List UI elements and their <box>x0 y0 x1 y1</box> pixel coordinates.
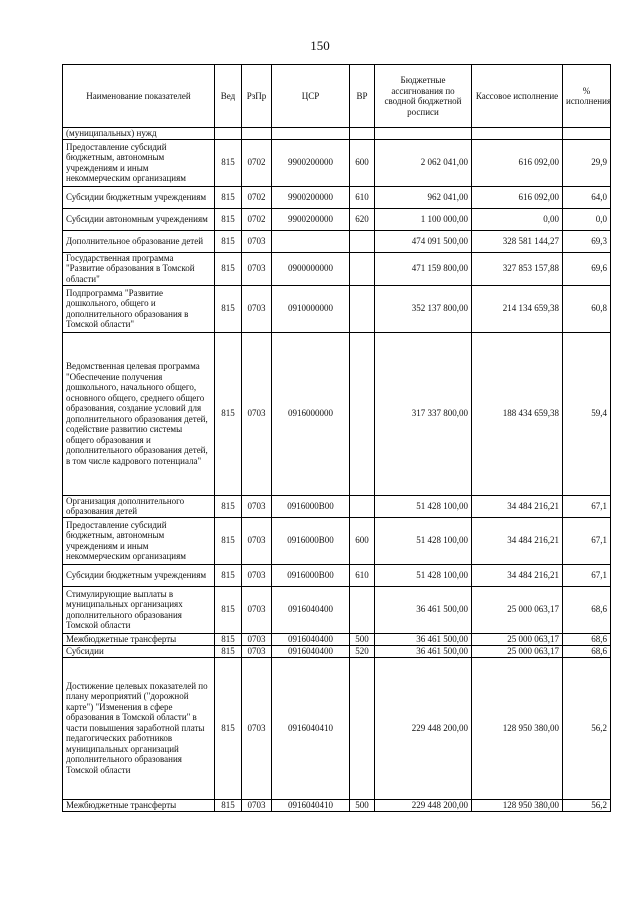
cell-name: Субсидии автономным учреждениям <box>63 208 215 230</box>
cell-ved: 815 <box>215 517 242 564</box>
page-number: 150 <box>310 38 330 53</box>
cell-rzpr: 0702 <box>242 186 272 208</box>
cell-csr: 9900200000 <box>272 186 350 208</box>
cell-percent: 59,4 <box>563 332 611 495</box>
cell-ved: 815 <box>215 633 242 645</box>
table-header-row <box>63 65 611 128</box>
cell-percent: 67,1 <box>563 495 611 517</box>
cell-ved: 815 <box>215 657 242 799</box>
cell-vr: 610 <box>350 186 375 208</box>
cell-vr <box>350 495 375 517</box>
cell-budget: 51 428 100,00 <box>375 517 472 564</box>
table-row <box>63 230 611 252</box>
cell-ved: 815 <box>215 586 242 633</box>
cell-ved: 815 <box>215 252 242 285</box>
cell-rzpr: 0702 <box>242 139 272 186</box>
table-row <box>63 517 611 564</box>
table-row <box>63 586 611 633</box>
cell-percent: 56,2 <box>563 799 611 811</box>
table-row <box>63 252 611 285</box>
cell-rzpr: 0703 <box>242 517 272 564</box>
cell-ved: 815 <box>215 799 242 811</box>
cell-budget: 2 062 041,00 <box>375 139 472 186</box>
cell-rzpr: 0703 <box>242 586 272 633</box>
cell-percent: 68,6 <box>563 586 611 633</box>
cell-cash: 616 092,00 <box>472 139 563 186</box>
cell-percent: 60,8 <box>563 285 611 332</box>
table-row <box>63 128 611 140</box>
cell-percent: 69,6 <box>563 252 611 285</box>
cell-vr: 500 <box>350 633 375 645</box>
cell-budget: 471 159 800,00 <box>375 252 472 285</box>
cell-name: Стимулирующие выплаты в муниципальных организациях дополнительного образования Томской области <box>63 586 215 633</box>
cell-ved: 815 <box>215 186 242 208</box>
cell-rzpr: 0703 <box>242 495 272 517</box>
cell-vr: 600 <box>350 517 375 564</box>
table-row <box>63 633 611 645</box>
cell-cash: 25 000 063,17 <box>472 586 563 633</box>
cell-ved <box>215 128 242 140</box>
cell-name: Дополнительное образование детей <box>63 230 215 252</box>
cell-ved: 815 <box>215 208 242 230</box>
cell-vr <box>350 332 375 495</box>
cell-cash: 214 134 659,38 <box>472 285 563 332</box>
table-row <box>63 564 611 586</box>
cell-name: Субсидии бюджетным учреждениям <box>63 564 215 586</box>
cell-cash: 25 000 063,17 <box>472 645 563 657</box>
table-row <box>63 208 611 230</box>
cell-csr: 9900200000 <box>272 208 350 230</box>
cell-name: (муниципальных) нужд <box>63 128 215 140</box>
cell-vr <box>350 252 375 285</box>
cell-ved: 815 <box>215 495 242 517</box>
cell-budget: 474 091 500,00 <box>375 230 472 252</box>
cell-budget: 51 428 100,00 <box>375 495 472 517</box>
cell-name: Субсидии бюджетным учреждениям <box>63 186 215 208</box>
cell-csr: 0916040400 <box>272 645 350 657</box>
cell-rzpr: 0703 <box>242 799 272 811</box>
cell-percent: 69,3 <box>563 230 611 252</box>
table-row <box>63 332 611 495</box>
header-name: Наименование показателей <box>63 65 215 128</box>
table-row <box>63 799 611 811</box>
cell-vr: 520 <box>350 645 375 657</box>
table-row <box>63 139 611 186</box>
cell-vr <box>350 657 375 799</box>
cell-vr <box>350 230 375 252</box>
cell-vr: 600 <box>350 139 375 186</box>
cell-percent: 67,1 <box>563 517 611 564</box>
cell-percent: 0,0 <box>563 208 611 230</box>
cell-percent: 67,1 <box>563 564 611 586</box>
cell-csr: 0916040400 <box>272 633 350 645</box>
cell-budget <box>375 128 472 140</box>
cell-rzpr: 0703 <box>242 645 272 657</box>
cell-vr <box>350 285 375 332</box>
cell-csr <box>272 128 350 140</box>
cell-csr: 0916040410 <box>272 657 350 799</box>
cell-csr <box>272 230 350 252</box>
table-row <box>63 186 611 208</box>
cell-budget: 962 041,00 <box>375 186 472 208</box>
cell-csr: 0916000000 <box>272 332 350 495</box>
cell-cash: 327 853 157,88 <box>472 252 563 285</box>
cell-csr: 0910000000 <box>272 285 350 332</box>
cell-ved: 815 <box>215 564 242 586</box>
cell-name: Субсидии <box>63 645 215 657</box>
table-row <box>63 657 611 799</box>
cell-vr: 610 <box>350 564 375 586</box>
cell-cash: 616 092,00 <box>472 186 563 208</box>
cell-name: Межбюджетные трансферты <box>63 633 215 645</box>
table-row <box>63 285 611 332</box>
cell-name: Ведомственная целевая программа "Обеспечение получения дошкольного, начального общего, основного общего, среднего общего образования, создание условий для дополнительного образования детей, содействие развитию системы общего образования и дополнительного образования детей, в том числе кадрового потенциала" <box>63 332 215 495</box>
cell-cash: 25 000 063,17 <box>472 633 563 645</box>
cell-cash: 128 950 380,00 <box>472 657 563 799</box>
cell-budget: 352 137 800,00 <box>375 285 472 332</box>
cell-budget: 317 337 800,00 <box>375 332 472 495</box>
cell-name: Государственная программа "Развитие образования в Томской области" <box>63 252 215 285</box>
cell-percent: 56,2 <box>563 657 611 799</box>
cell-cash: 34 484 216,21 <box>472 517 563 564</box>
cell-rzpr: 0703 <box>242 633 272 645</box>
header-vr: ВР <box>350 65 375 128</box>
cell-cash: 328 581 144,27 <box>472 230 563 252</box>
table-row <box>63 495 611 517</box>
cell-rzpr: 0703 <box>242 332 272 495</box>
cell-csr: 0916000В00 <box>272 495 350 517</box>
cell-cash: 188 434 659,38 <box>472 332 563 495</box>
cell-budget: 36 461 500,00 <box>375 633 472 645</box>
cell-percent: 64,0 <box>563 186 611 208</box>
cell-cash: 34 484 216,21 <box>472 495 563 517</box>
cell-budget: 229 448 200,00 <box>375 799 472 811</box>
cell-budget: 1 100 000,00 <box>375 208 472 230</box>
cell-csr: 0916040400 <box>272 586 350 633</box>
header-budget: Бюджетные ассигнования по сводной бюджетной росписи <box>375 65 472 128</box>
cell-cash: 128 950 380,00 <box>472 799 563 811</box>
cell-percent: 68,6 <box>563 645 611 657</box>
header-cash: Кассовое исполнение <box>472 65 563 128</box>
cell-budget: 229 448 200,00 <box>375 657 472 799</box>
cell-name: Предоставление субсидий бюджетным, автономным учреждениям и иным некоммерческим организациям <box>63 139 215 186</box>
header-rzpr: РзПр <box>242 65 272 128</box>
cell-budget: 51 428 100,00 <box>375 564 472 586</box>
cell-csr: 0916040410 <box>272 799 350 811</box>
cell-ved: 815 <box>215 645 242 657</box>
cell-csr: 0900000000 <box>272 252 350 285</box>
cell-percent: 29,9 <box>563 139 611 186</box>
cell-ved: 815 <box>215 285 242 332</box>
cell-name: Подпрограмма "Развитие дошкольного, общего и дополнительного образования в Томской области" <box>63 285 215 332</box>
cell-rzpr: 0703 <box>242 252 272 285</box>
cell-vr <box>350 128 375 140</box>
cell-budget: 36 461 500,00 <box>375 586 472 633</box>
cell-name: Организация дополнительного образования детей <box>63 495 215 517</box>
cell-rzpr: 0703 <box>242 657 272 799</box>
cell-cash: 0,00 <box>472 208 563 230</box>
cell-rzpr: 0703 <box>242 230 272 252</box>
cell-name: Предоставление субсидий бюджетным, автономным учреждениям и иным некоммерческим организациям <box>63 517 215 564</box>
cell-name: Межбюджетные трансферты <box>63 799 215 811</box>
cell-ved: 815 <box>215 139 242 186</box>
cell-csr: 0916000В00 <box>272 517 350 564</box>
cell-name: Достижение целевых показателей по плану мероприятий ("дорожной карте") "Изменения в сфере образования в Томской области" в части повышения заработной платы педагогических работников муниципальных организаций дополнительного образования Томской области <box>63 657 215 799</box>
cell-rzpr: 0703 <box>242 285 272 332</box>
cell-percent <box>563 128 611 140</box>
cell-rzpr: 0703 <box>242 564 272 586</box>
cell-csr: 0916000В00 <box>272 564 350 586</box>
cell-budget: 36 461 500,00 <box>375 645 472 657</box>
cell-ved: 815 <box>215 230 242 252</box>
header-ved: Вед <box>215 65 242 128</box>
header-percent: % исполнения <box>563 65 611 128</box>
header-csr: ЦСР <box>272 65 350 128</box>
cell-percent: 68,6 <box>563 633 611 645</box>
cell-cash: 34 484 216,21 <box>472 564 563 586</box>
table-row <box>63 645 611 657</box>
budget-execution-table <box>62 64 611 812</box>
cell-vr: 500 <box>350 799 375 811</box>
cell-cash <box>472 128 563 140</box>
cell-rzpr: 0702 <box>242 208 272 230</box>
cell-vr <box>350 586 375 633</box>
cell-rzpr <box>242 128 272 140</box>
cell-csr: 9900200000 <box>272 139 350 186</box>
cell-ved: 815 <box>215 332 242 495</box>
cell-vr: 620 <box>350 208 375 230</box>
